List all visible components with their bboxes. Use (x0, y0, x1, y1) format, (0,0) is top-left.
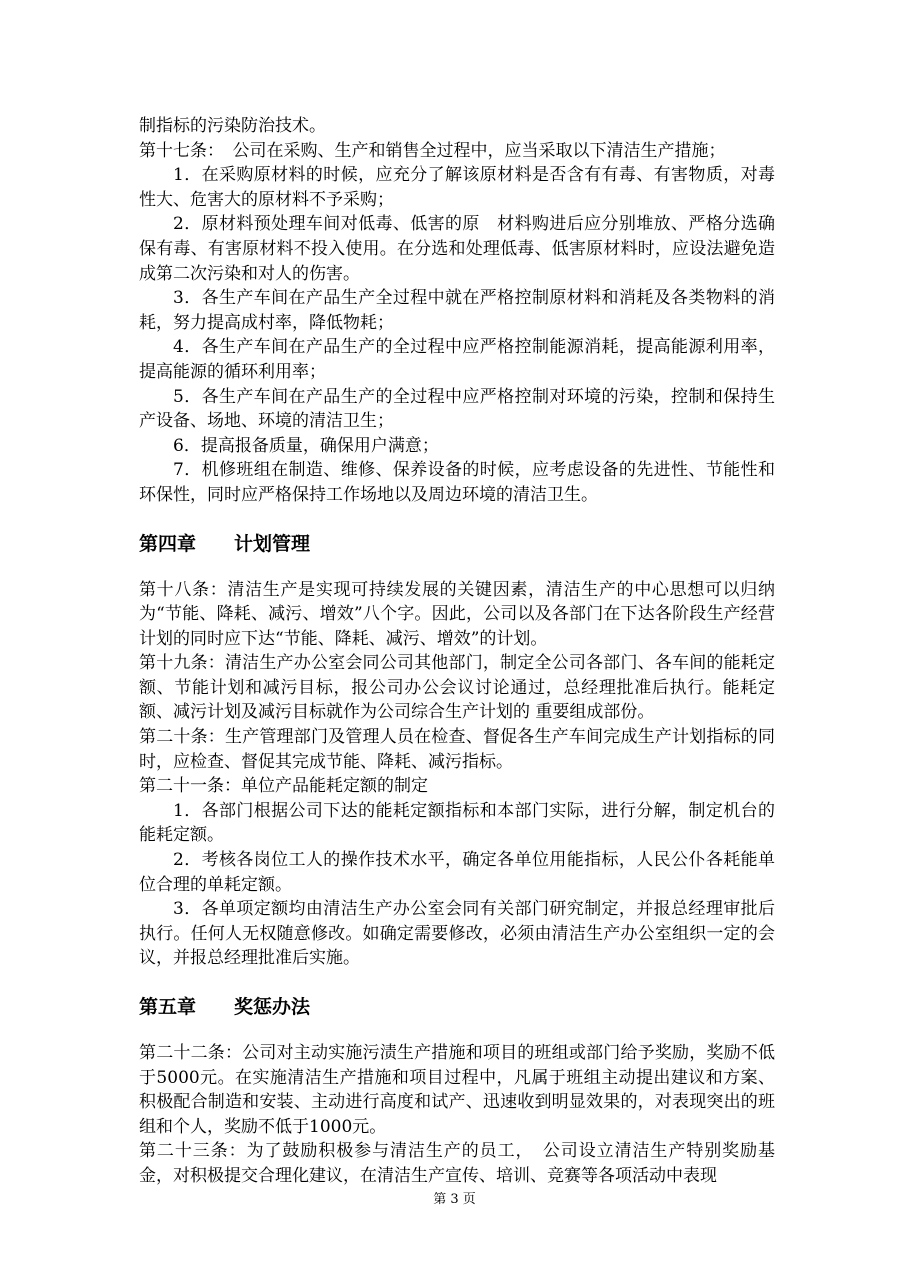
paragraph: 2．考核各岗位工人的操作技术水平，确定各单位用能指标，人民公仆各耗能单位合理的单耗定额。 (139, 850, 775, 895)
paragraph: 7．机修班组在制造、维修、保养设备的时候，应考虑设备的先进性、节能性和环保性，同时应严格保持工作场地以及周边环境的清洁卫生。 (139, 460, 775, 505)
chapter-heading-rewards: 第五章 奖惩办法 (139, 996, 311, 1018)
paragraph: 第十七条： 公司在采购、生产和销售全过程中，应当采取以下清洁生产措施； (139, 140, 726, 161)
paragraph: 第二十三条：为了鼓励积极参与清洁生产的员工， 公司设立清洁生产特别奖励基金，对积极提交合理化建议，在清洁生产宣传、培训、竞赛等各项活动中表现 (139, 1141, 775, 1186)
paragraph: 第二十二条：公司对主动实施污渍生产措施和项目的班组或部门给予奖励，奖励不低于5000元。在实施清洁生产措施和项目过程中，凡属于班组主动提出建议和方案、积极配合制造和安装、主动进行高度和试产、迅速收到明显效果的，对表现突出的班组和个人，奖励不低于1000元。 (139, 1043, 775, 1137)
paragraph: 1．在采购原材料的时候，应充分了解该原材料是否含有有毒、有害物质，对毒性大、危害大的原材料不予采购； (139, 165, 775, 210)
paragraph: 第二十一条：单位产品能耗定额的制定 (139, 776, 428, 797)
chapter-heading-planning: 第四章 计划管理 (139, 532, 311, 555)
paragraph: 3．各生产车间在产品生产全过程中就在严格控制原材料和消耗及各类物料的消耗，努力提高成村率，降低物耗； (139, 288, 775, 333)
paragraph: 第十九条：清洁生产办公室会同公司其他部门，制定全公司各部门、各车间的能耗定额、节能计划和减污目标，报公司办公会议讨论通过，总经理批准后执行。能耗定额、减污计划及减污目标就作为公司综合生产计划的 重要组成部份。 (139, 653, 775, 723)
paragraph: 第二十条：生产管理部门及管理人员在检查、督促各生产车间完成生产计划指标的同时，应检查、督促其完成节能、降耗、减污指标。 (139, 727, 775, 772)
page-body (139, 114, 775, 1189)
section-planning (139, 578, 775, 972)
page-number: 第 3 页 (433, 1192, 476, 1207)
paragraph: 制指标的污染防治技术。 (139, 116, 326, 136)
section-measures (139, 114, 775, 508)
paragraph: 1．各部门根据公司下达的能耗定额指标和本部门实际，进行分解，制定机台的能耗定额。 (139, 800, 775, 846)
paragraph: 4．各生产车间在产品生产的全过程中应严格控制能源消耗，提高能源利用率，提高能源的循环利用率； (139, 337, 775, 382)
paragraph: 2．原材料预处理车间对低毒、低害的原 材料购进后应分别堆放、严格分选确保有毒、有害原材料不投入使用。在分选和处理低毒、低害原材料时，应设法避免造成第二次污染和对人的伤害。 (139, 214, 775, 284)
paragraph: 5．各生产车间在产品生产的全过程中应严格控制对环境的污染，控制和保持生产设备、场地、环境的清洁卫生； (139, 386, 775, 432)
section-rewards (139, 1041, 775, 1189)
paragraph: 3．各单项定额均由清洁生产办公室会同有关部门研究制定，并报总经理审批后执行。任何人无权随意修改。如确定需要修改，必须由清洁生产办公室组织一定的会议，并报总经理批准后实施。 (139, 899, 775, 969)
paragraph: 第十八条：清洁生产是实现可持续发展的关键因素，清洁生产的中心思想可以归纳为“节能、降耗、减污、增效”八个字。因此，公司以及各部门在下达各阶段生产经营计划的同时应下达“节能、降耗、减污、增效”的计划。 (139, 579, 775, 649)
paragraph: 6．提高报备质量，确保用户满意； (173, 435, 439, 456)
